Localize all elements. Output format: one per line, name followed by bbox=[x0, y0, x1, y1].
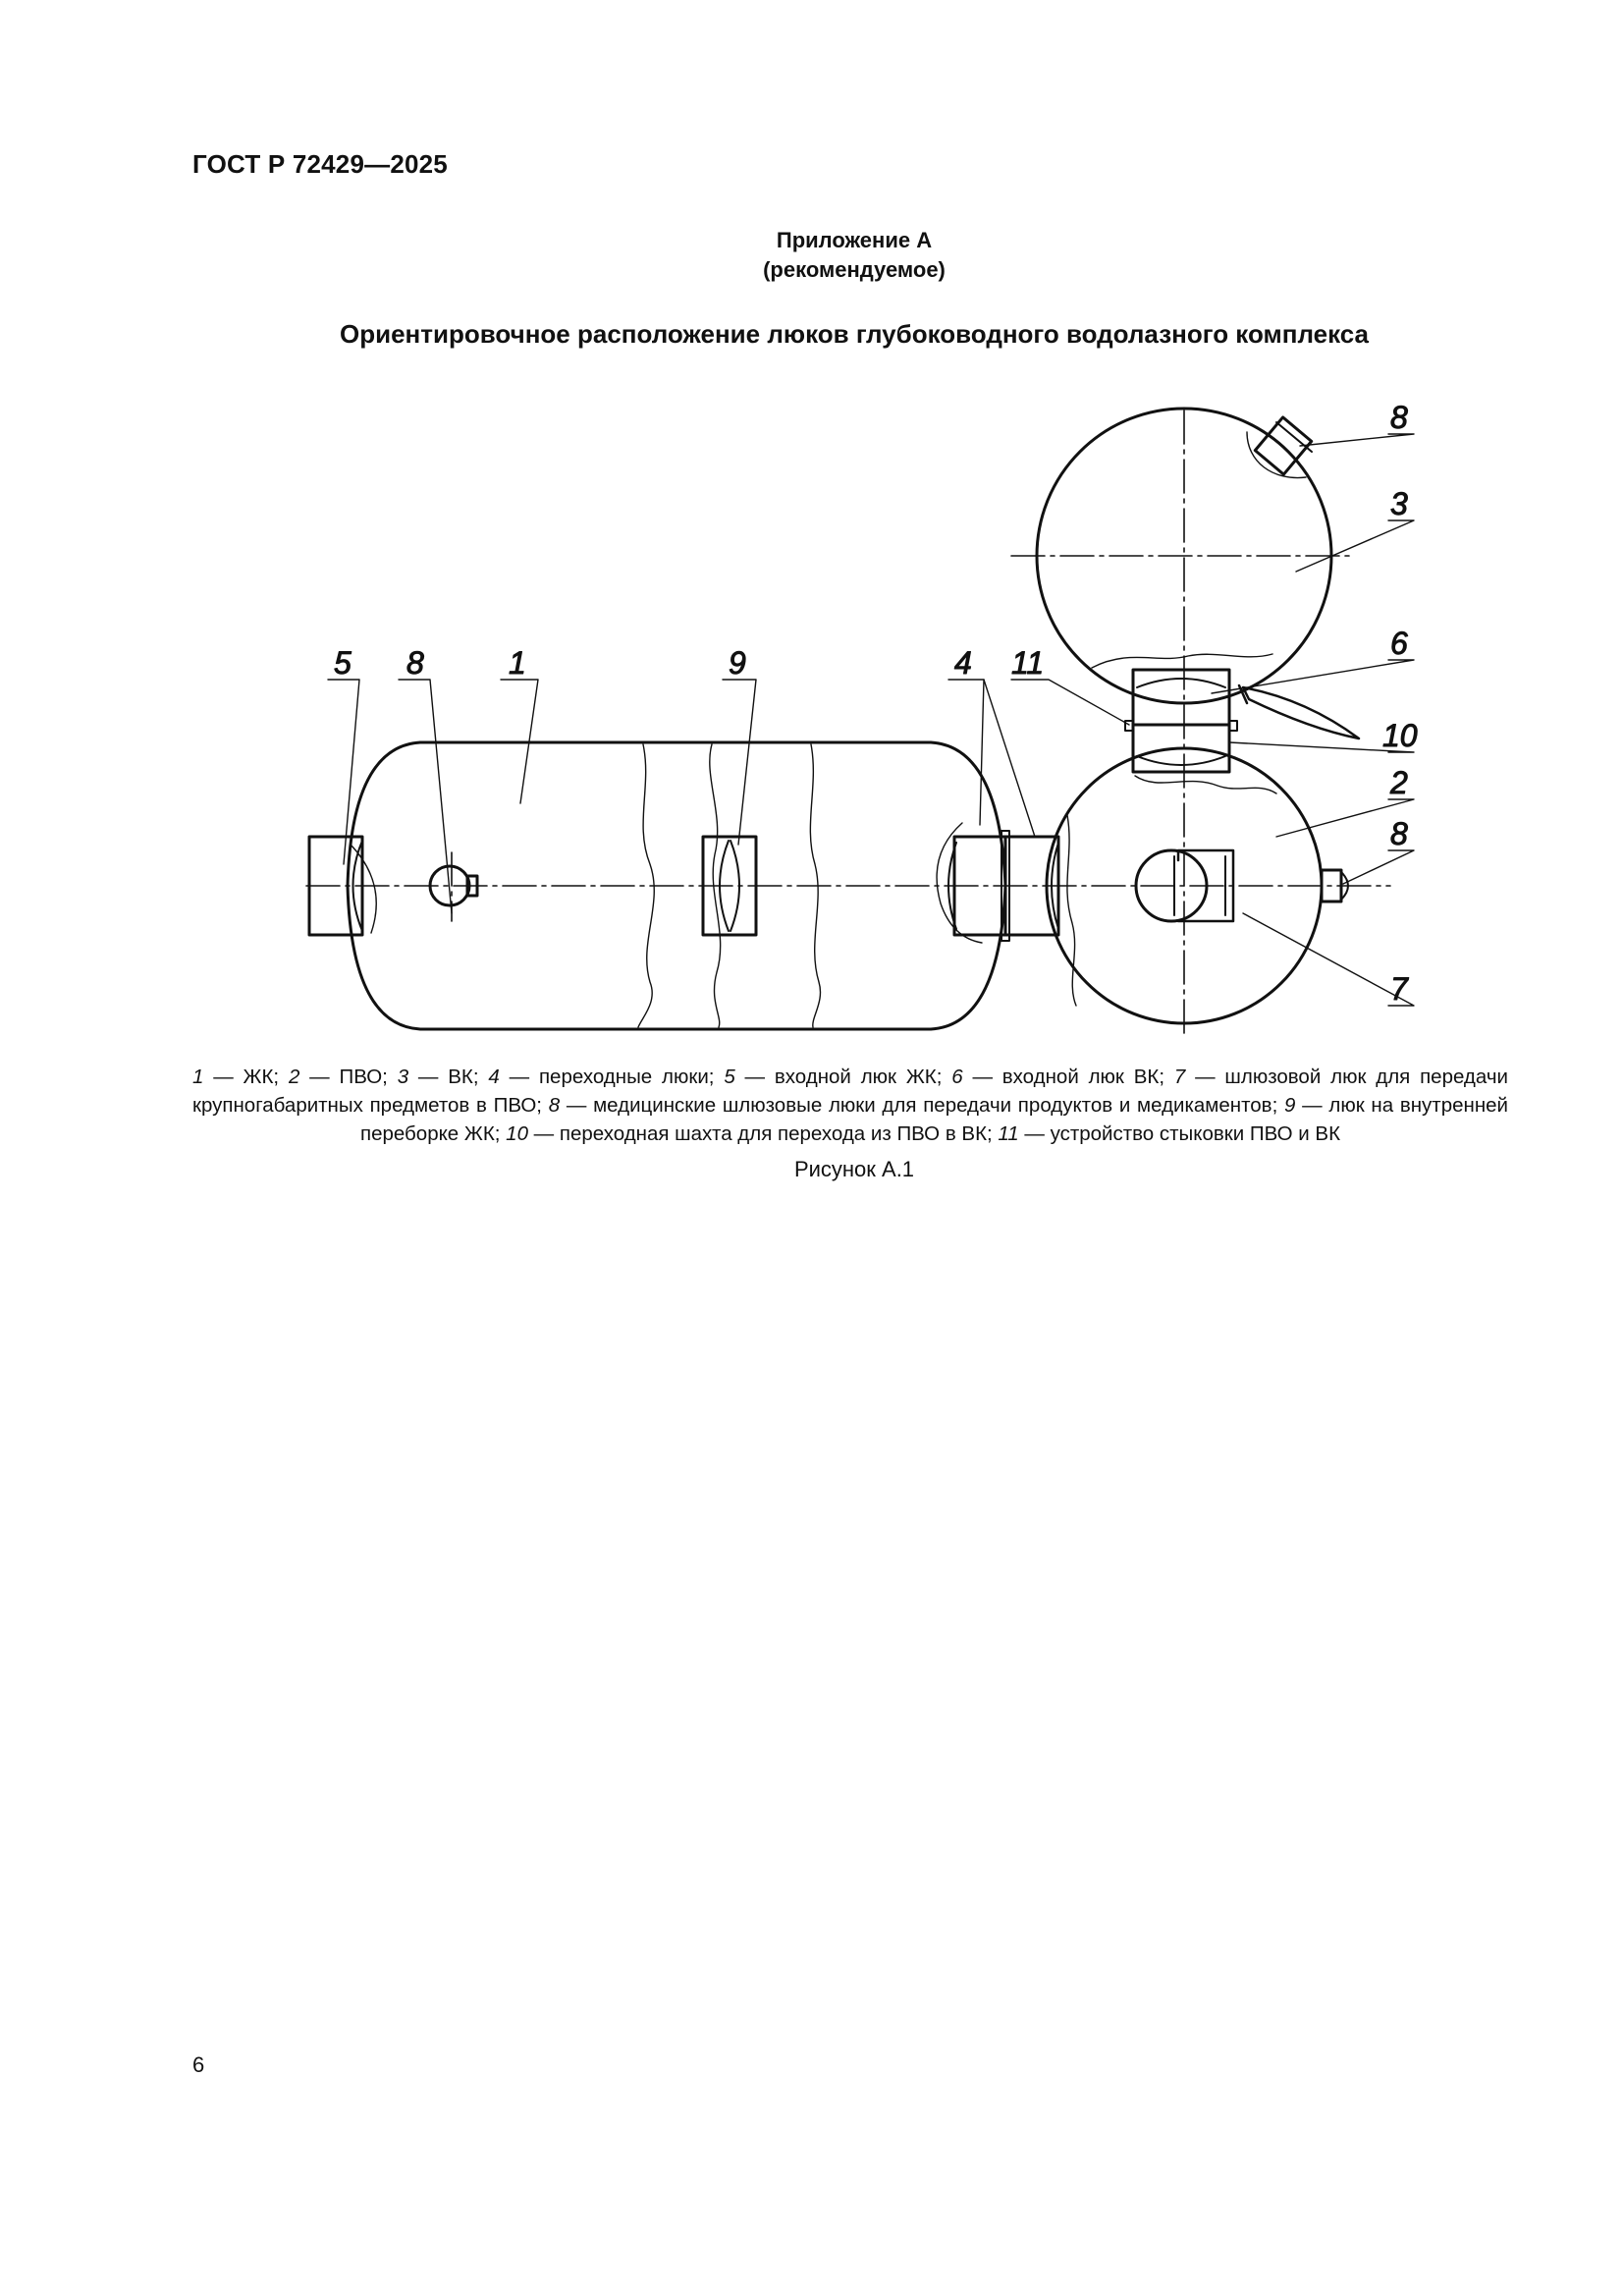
transfer-shaft bbox=[1125, 670, 1237, 772]
page-number: 6 bbox=[192, 2052, 205, 2077]
leader-lines bbox=[328, 434, 1414, 1006]
document-header: ГОСТ Р 72429—2025 bbox=[192, 149, 448, 179]
callout-6: 6 bbox=[1390, 626, 1408, 661]
legend-number: 2 bbox=[288, 1066, 300, 1088]
legend-number: 10 bbox=[506, 1122, 528, 1145]
legend-text: — шлюзовой люк для передачи крупногабаритных предметов в ПВО; bbox=[192, 1066, 1508, 1117]
callout-1: 1 bbox=[509, 645, 526, 681]
callout-11: 11 bbox=[1011, 645, 1045, 681]
callout-8-top: 8 bbox=[1390, 400, 1408, 435]
legend-text: — устройство стыковки ПВО и ВК bbox=[1018, 1122, 1341, 1145]
legend-text: — люк на внутренней переборке ЖК; bbox=[359, 1094, 1508, 1145]
legend-text: — ВК; bbox=[408, 1066, 489, 1088]
figure-caption: Рисунок А.1 bbox=[793, 1157, 915, 1181]
callout-2: 2 bbox=[1390, 765, 1408, 800]
callout-4: 4 bbox=[954, 645, 972, 681]
legend-text: — ЖК; bbox=[203, 1066, 289, 1088]
legend-text: — медицинские шлюзовые люки для передачи продуктов и медикаментов; bbox=[560, 1094, 1284, 1117]
legend-number: 5 bbox=[724, 1066, 735, 1088]
callout-10: 10 bbox=[1382, 718, 1418, 753]
center-lines bbox=[306, 410, 1390, 1033]
callout-9: 9 bbox=[729, 645, 746, 681]
legend-number: 1 bbox=[192, 1066, 204, 1088]
callout-8-right: 8 bbox=[1390, 816, 1408, 851]
legend-text: — входной люк ВК; bbox=[962, 1066, 1174, 1088]
legend-text: — входной люк ЖК; bbox=[734, 1066, 952, 1088]
hatch-layout-drawing bbox=[0, 0, 1623, 1061]
annex-status: (рекомендуемое) bbox=[763, 257, 946, 282]
legend-number: 9 bbox=[1284, 1094, 1296, 1117]
callout-3: 3 bbox=[1390, 486, 1408, 521]
legend-text: — переходная шахта для перехода из ПВО в ВК; bbox=[527, 1122, 999, 1145]
legend-text: — переходные люки; bbox=[499, 1066, 725, 1088]
figure-legend bbox=[192, 1063, 1508, 1148]
callout-5: 5 bbox=[334, 645, 352, 681]
legend-number: 8 bbox=[548, 1094, 561, 1117]
legend-number: 4 bbox=[488, 1066, 500, 1088]
legend-number: 11 bbox=[998, 1122, 1019, 1145]
entry-hatch-vk-cover bbox=[1239, 685, 1359, 738]
legend-number: 7 bbox=[1173, 1066, 1186, 1088]
annex-title: Приложение А bbox=[776, 228, 933, 252]
legend-number: 6 bbox=[951, 1066, 963, 1088]
figure-title: Ориентировочное расположение люков глубоководного водолазного комплекса bbox=[340, 319, 1369, 349]
sphere-break-lines bbox=[1092, 432, 1306, 793]
callout-7: 7 bbox=[1390, 971, 1408, 1007]
legend-text: — ПВО; bbox=[299, 1066, 398, 1088]
callout-8-left: 8 bbox=[406, 645, 424, 681]
legend-number: 3 bbox=[397, 1066, 409, 1088]
